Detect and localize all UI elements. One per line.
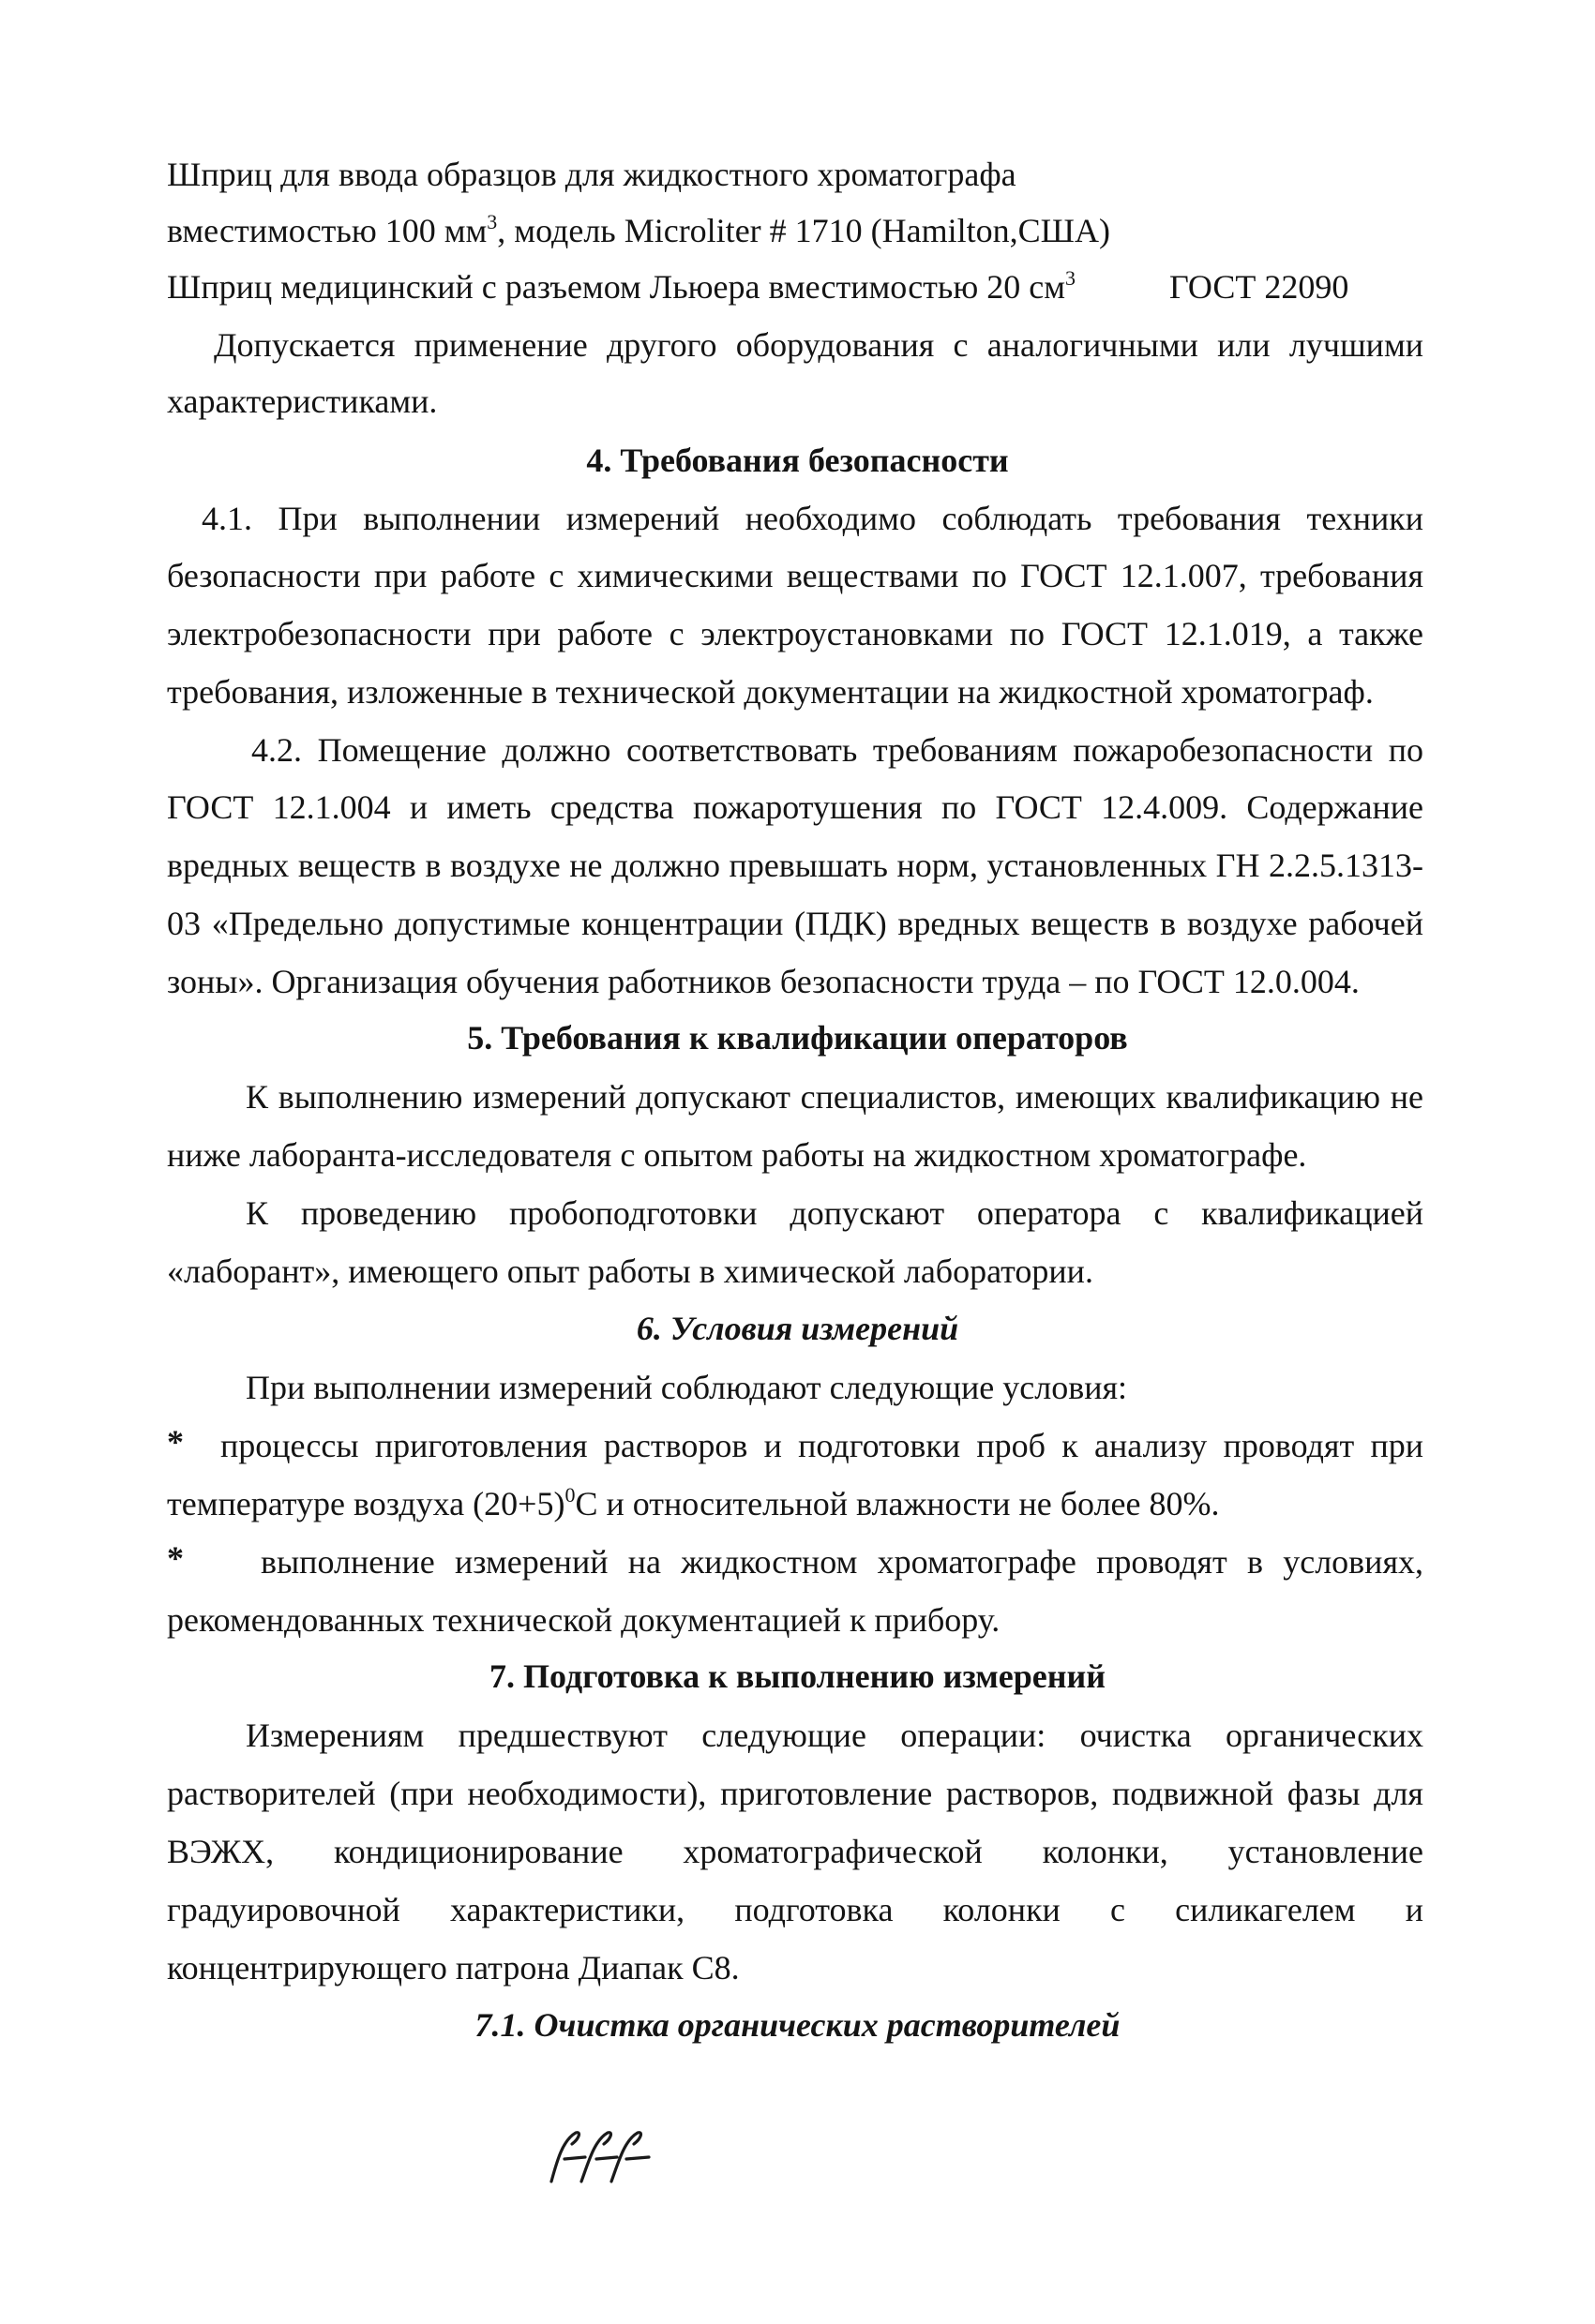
section-5-p2-line-1: К проведению пробоподготовки допускают оператора с квалификацией — [246, 1194, 1423, 1232]
section-7-p1-line-5: концентрирующего патрона Диапак С8. — [167, 1949, 740, 1987]
section-4-p2-line-4: 03 «Предельно допустимые концентрации (ПДК) вредных веществ в воздухе рабочей — [167, 905, 1423, 942]
section-6-bullet-2-line-1: выполнение измерений на жидкостном хроматографе проводят в условиях, — [261, 1543, 1423, 1581]
section-5-p1-line-1: К выполнению измерений допускают специалистов, имеющих квалификацию не — [246, 1078, 1423, 1116]
section-4-heading: 4. Требования безопасности — [586, 442, 1009, 479]
section-5-p1-line-2: ниже лаборанта-исследователя с опытом работы на жидкостном хроматографе. — [167, 1136, 1307, 1174]
section-6-bullet-1-line-2: температуре воздуха $(20+5)^0С$ и относительной влажности не более 80%. — [167, 1483, 1220, 1522]
equipment-line-2: вместимостью 100 $мм^3$, модель Microliter # 1710 (Hamilton,США) — [167, 210, 1110, 249]
section-7-p1-line-3: ВЭЖХ, кондиционирование хроматографической колонки, установление — [167, 1833, 1423, 1870]
section-7-p1-line-1: Измерениям предшествуют следующие операции: очистка органических — [246, 1717, 1423, 1754]
section-7-p1-line-2: растворителей (при необходимости), приготовление растворов, подвижной фазы для — [167, 1775, 1423, 1812]
section-6-intro: При выполнении измерений соблюдают следующие условия: — [246, 1369, 1128, 1406]
equipment-gost: ГОСТ 22090 — [1169, 268, 1349, 306]
section-4-p1-line-3: электробезопасности при работе с электроустановками по ГОСТ 12.1.019, а также — [167, 615, 1423, 652]
section-4-p2-line-5: зоны». Организация обучения работников безопасности труда – по ГОСТ 12.0.004. — [167, 963, 1360, 1000]
equipment-note-line-2: характеристиками. — [167, 382, 438, 420]
bullet-1-marker: * — [167, 1423, 184, 1461]
section-4-p2-line-2: ГОСТ 12.1.004 и иметь средства пожаротушения по ГОСТ 12.4.009. Содержание — [167, 788, 1423, 826]
section-7-heading: 7. Подготовка к выполнению измерений — [489, 1657, 1106, 1695]
section-4-p1-line-4: требования, изложенные в технической документации на жидкостной хроматограф. — [167, 673, 1374, 711]
section-6-bullet-2-line-2: рекомендованных технической документацией к прибору. — [167, 1601, 1001, 1639]
section-4-p1-line-1: 4.1. При выполнении измерений необходимо соблюдать требования техники — [202, 500, 1423, 537]
section-4-p2-line-1: 4.2. Помещение должно соответствовать требованиям пожаробезопасности по — [251, 731, 1423, 769]
section-6-bullet-1-line-1: процессы приготовления растворов и подготовки проб к анализу проводят при — [220, 1427, 1423, 1464]
handwritten-signature — [544, 2123, 656, 2189]
section-7-1-heading: 7.1. Очистка органических растворителей — [474, 2006, 1121, 2044]
equipment-line-1: Шприц для ввода образцов для жидкостного хроматографа — [167, 156, 1016, 193]
equipment-note-line-1: Допускается применение другого оборудования с аналогичными или лучшими — [214, 326, 1423, 364]
section-4-p2-line-3: вредных веществ в воздухе не должно превышать норм, установленных ГН 2.2.5.1313- — [167, 847, 1423, 884]
section-7-p1-line-4: градуировочной характеристики, подготовка колонки с силикагелем и — [167, 1891, 1423, 1928]
equipment-line-3: Шприц медицинский с разъемом Льюера вместимостью 20 $см^3$ — [167, 266, 1076, 306]
section-4-p1-line-2: безопасности при работе с химическими веществами по ГОСТ 12.1.007, требования — [167, 557, 1423, 594]
section-5-heading: 5. Требования к квалификации операторов — [467, 1019, 1128, 1057]
section-6-heading: 6. Условия измерений — [636, 1310, 959, 1347]
section-5-p2-line-2: «лаборант», имеющего опыт работы в химической лаборатории. — [167, 1252, 1093, 1290]
bullet-2-marker: * — [167, 1539, 184, 1577]
